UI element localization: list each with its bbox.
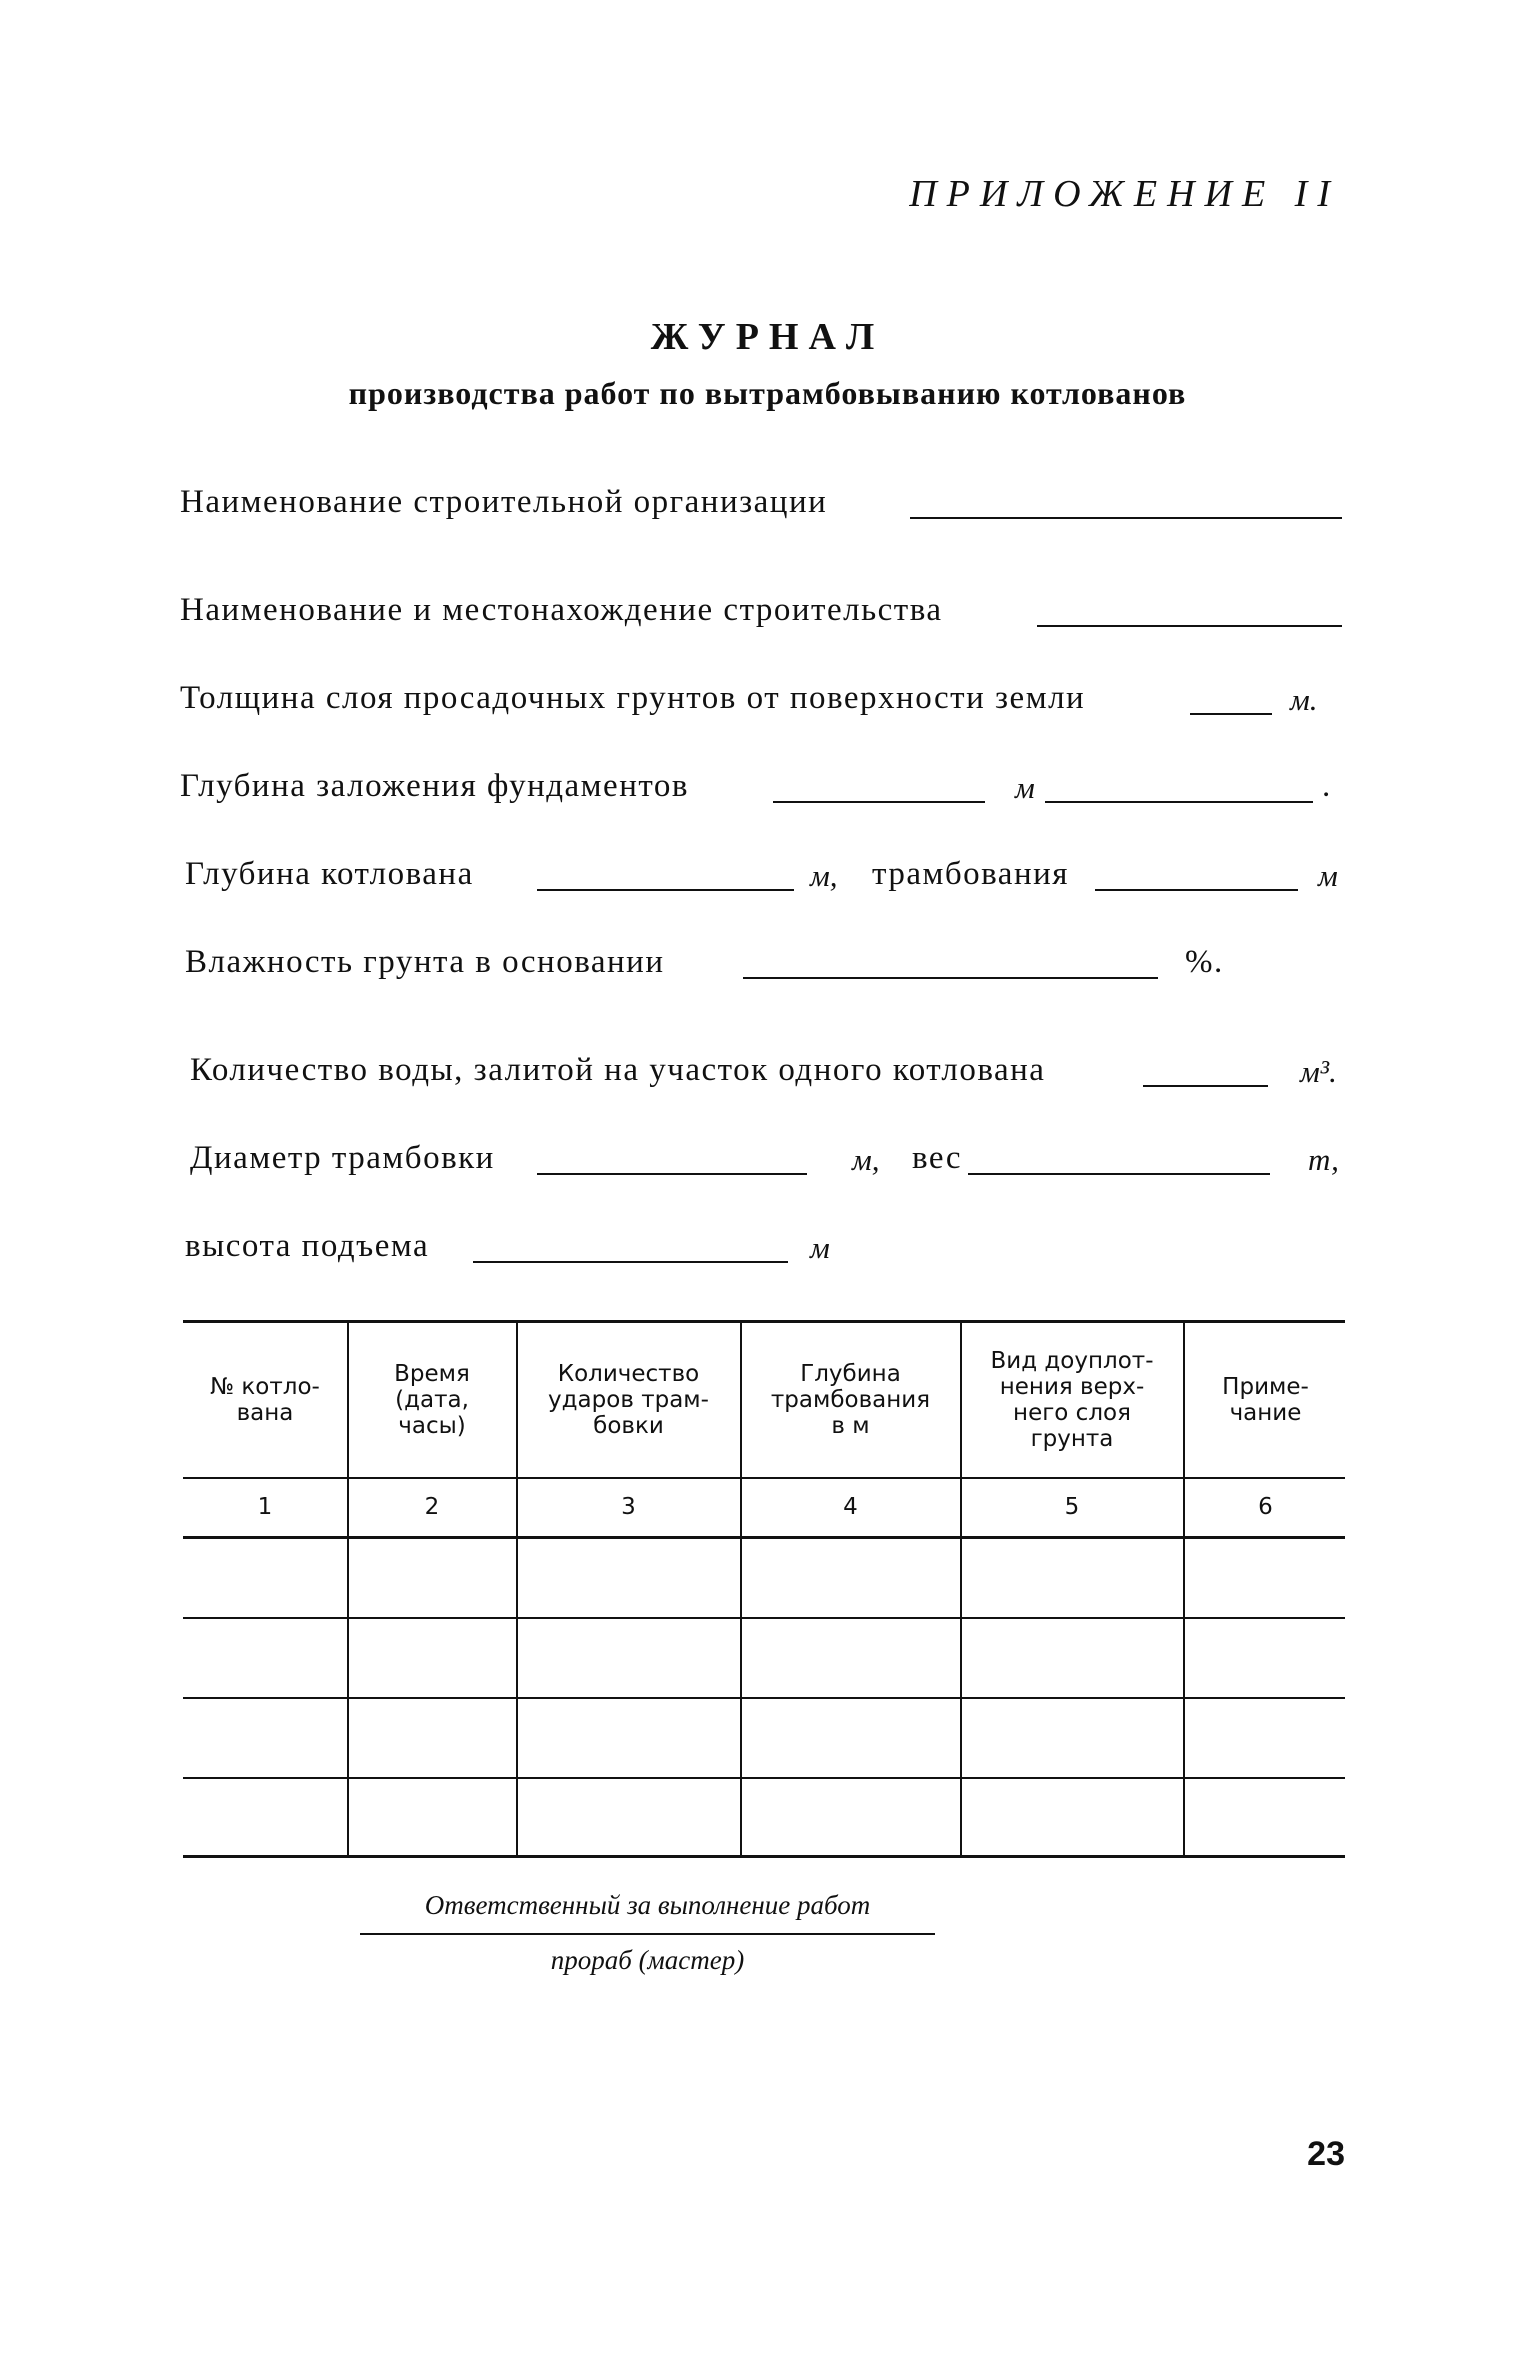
- column-header-note: Приме- чание: [1222, 1374, 1309, 1426]
- water-amount-label: Количество воды, залитой на участок одного котлована: [190, 1052, 1046, 1088]
- tamper-diameter-unit: м,: [852, 1142, 880, 1177]
- column-number: 1: [257, 1494, 273, 1520]
- column-header-blow-count: Количество ударов трам- бовки: [548, 1361, 709, 1439]
- water-amount-blank[interactable]: [1143, 1085, 1268, 1087]
- column-header-pit-number: № котло- вана: [210, 1374, 320, 1426]
- table-bottom-rule: [183, 1855, 1345, 1858]
- foundation-depth-unit: м: [1015, 770, 1035, 805]
- column-number: 4: [843, 1494, 858, 1520]
- pit-depth-unit: м,: [810, 858, 838, 893]
- tamping-unit: м: [1318, 858, 1338, 893]
- column-number: 6: [1258, 1494, 1273, 1520]
- pit-depth-blank[interactable]: [537, 889, 794, 891]
- weight-label: вес: [912, 1140, 963, 1176]
- table-row-rule: [183, 1617, 1345, 1619]
- tamper-diameter-label: Диаметр трамбовки: [190, 1140, 495, 1176]
- lift-height-unit: м: [810, 1230, 830, 1265]
- lift-height-blank[interactable]: [473, 1261, 788, 1263]
- foundation-depth-label: Глубина заложения фундаментов: [180, 768, 689, 804]
- page-number: 23: [1307, 2135, 1345, 2173]
- responsible-label: Ответственный за выполнение работ: [424, 1890, 871, 1920]
- table-header-rule: [183, 1477, 1345, 1479]
- moisture-blank[interactable]: [743, 977, 1158, 979]
- site-name-label: Наименование и местонахождение строительства: [180, 592, 943, 628]
- foundation-depth-blank-2[interactable]: [1045, 801, 1313, 803]
- site-name-blank[interactable]: [1037, 625, 1342, 627]
- table-row-rule: [183, 1777, 1345, 1779]
- table-column-divider: [740, 1322, 742, 1855]
- tamper-diameter-blank[interactable]: [537, 1173, 807, 1175]
- weight-unit: т,: [1308, 1142, 1339, 1177]
- foundation-depth-blank-1[interactable]: [773, 801, 985, 803]
- table-column-divider: [1183, 1322, 1185, 1855]
- org-name-label: Наименование строительной организации: [180, 484, 828, 520]
- water-amount-unit: м³.: [1300, 1054, 1337, 1089]
- moisture-label: Влажность грунта в основании: [185, 944, 665, 980]
- table-row-rule: [183, 1697, 1345, 1699]
- org-name-blank[interactable]: [910, 517, 1342, 519]
- layer-thickness-unit: м.: [1290, 682, 1318, 717]
- table-column-divider: [347, 1322, 349, 1855]
- column-header-compaction-type: Вид доуплот- нения верх- него слоя грунта: [990, 1348, 1154, 1452]
- column-number: 3: [621, 1494, 636, 1520]
- moisture-unit: %.: [1185, 944, 1224, 980]
- column-header-time: Время (дата, часы): [394, 1361, 470, 1439]
- weight-blank[interactable]: [968, 1173, 1270, 1175]
- journal-title: ЖУРНАЛ: [650, 316, 885, 358]
- tamping-label: трамбования: [872, 856, 1069, 892]
- table-number-rule: [183, 1536, 1345, 1539]
- column-number: 5: [1064, 1494, 1080, 1520]
- lift-height-label: высота подъема: [185, 1228, 430, 1264]
- appendix-label: ПРИЛОЖЕНИЕ II: [909, 173, 1340, 215]
- column-header-tamping-depth: Глубина трамбования в м: [770, 1361, 931, 1439]
- signature-line[interactable]: [360, 1933, 935, 1935]
- table-column-divider: [960, 1322, 962, 1855]
- role-label: прораб (мастер): [550, 1945, 745, 1975]
- layer-thickness-label: Толщина слоя просадочных грунтов от поверхности земли: [180, 680, 1086, 716]
- pit-depth-label: Глубина котлована: [185, 856, 474, 892]
- journal-subtitle: производства работ по вытрамбовыванию котлованов: [348, 375, 1187, 411]
- column-number: 2: [424, 1494, 440, 1520]
- layer-thickness-blank[interactable]: [1190, 713, 1272, 715]
- table-top-rule: [183, 1320, 1345, 1323]
- table-column-divider: [516, 1322, 518, 1855]
- tamping-blank[interactable]: [1095, 889, 1298, 891]
